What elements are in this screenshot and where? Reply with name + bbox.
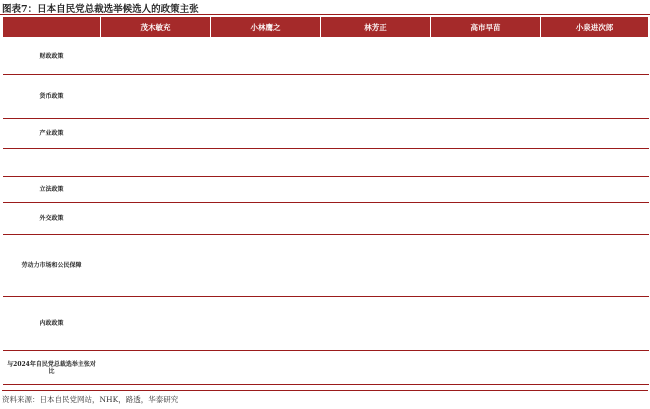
table-cell [431, 119, 541, 149]
table-cell [321, 119, 431, 149]
table-row [3, 235, 649, 297]
table-cell [211, 297, 321, 351]
table-cell [101, 149, 211, 177]
table-cell [431, 149, 541, 177]
table-cell [321, 235, 431, 297]
footer-divider [2, 390, 648, 391]
header-corner [3, 17, 101, 38]
header-candidate-takaichi: 高市早苗 [431, 17, 541, 38]
table-cell [211, 203, 321, 235]
table-cell [211, 38, 321, 75]
table-row [3, 149, 649, 177]
title-bar [0, 0, 650, 15]
source-note: 资料来源：日本自民党网站，NHK，路透，华泰研究 [2, 395, 179, 404]
table-cell [101, 297, 211, 351]
table-cell [211, 177, 321, 203]
row-label: 产业政策 [3, 119, 101, 149]
table-cell [321, 149, 431, 177]
table-cell [101, 203, 211, 235]
table-cell [541, 177, 649, 203]
table-cell [211, 75, 321, 119]
table-cell [321, 38, 431, 75]
table-cell [431, 297, 541, 351]
table-cell [101, 177, 211, 203]
table-cell [431, 75, 541, 119]
table-cell [541, 203, 649, 235]
header-candidate-motegi: 茂木敏充 [101, 17, 211, 38]
table-row [3, 351, 649, 385]
table-cell [431, 351, 541, 385]
table-cell [431, 235, 541, 297]
table-cell [541, 38, 649, 75]
table-cell [321, 75, 431, 119]
header-row [3, 17, 649, 38]
table-cell [101, 119, 211, 149]
table-cell [431, 203, 541, 235]
row-label: 内政政策 [3, 297, 101, 351]
figure-title: 图表7：日本自民党总裁选举候选人的政策主张 [2, 4, 199, 15]
table-cell [541, 235, 649, 297]
row-label: 货币政策 [3, 75, 101, 119]
table-cell [101, 235, 211, 297]
table-row [3, 119, 649, 149]
row-label: 立法政策 [3, 177, 101, 203]
policy-table [2, 16, 649, 385]
table-cell [321, 351, 431, 385]
table-cell [321, 297, 431, 351]
header-candidate-koizumi: 小泉进次郎 [541, 17, 649, 38]
table-cell [431, 177, 541, 203]
table-cell [541, 119, 649, 149]
header-candidate-kobayashi: 小林鹰之 [211, 17, 321, 38]
table-cell [321, 177, 431, 203]
row-label: 劳动力市场和公民保障 [3, 235, 101, 297]
table-row [3, 203, 649, 235]
table-row [3, 38, 649, 75]
row-label: 与2024年自民党总裁选举主张对比 [3, 351, 101, 385]
table-cell [541, 149, 649, 177]
table-cell [101, 38, 211, 75]
table-row [3, 75, 649, 119]
table-cell [101, 75, 211, 119]
table-cell [211, 351, 321, 385]
row-label: 财政政策 [3, 38, 101, 75]
table-row [3, 297, 649, 351]
table-cell [211, 119, 321, 149]
table-cell [541, 351, 649, 385]
row-label [3, 149, 101, 177]
table-cell [211, 149, 321, 177]
header-candidate-hayashi: 林芳正 [321, 17, 431, 38]
table-cell [101, 351, 211, 385]
table-cell [541, 297, 649, 351]
table-cell [541, 75, 649, 119]
table-cell [321, 203, 431, 235]
table-cell [431, 38, 541, 75]
table-cell [211, 235, 321, 297]
table-row [3, 177, 649, 203]
row-label: 外交政策 [3, 203, 101, 235]
